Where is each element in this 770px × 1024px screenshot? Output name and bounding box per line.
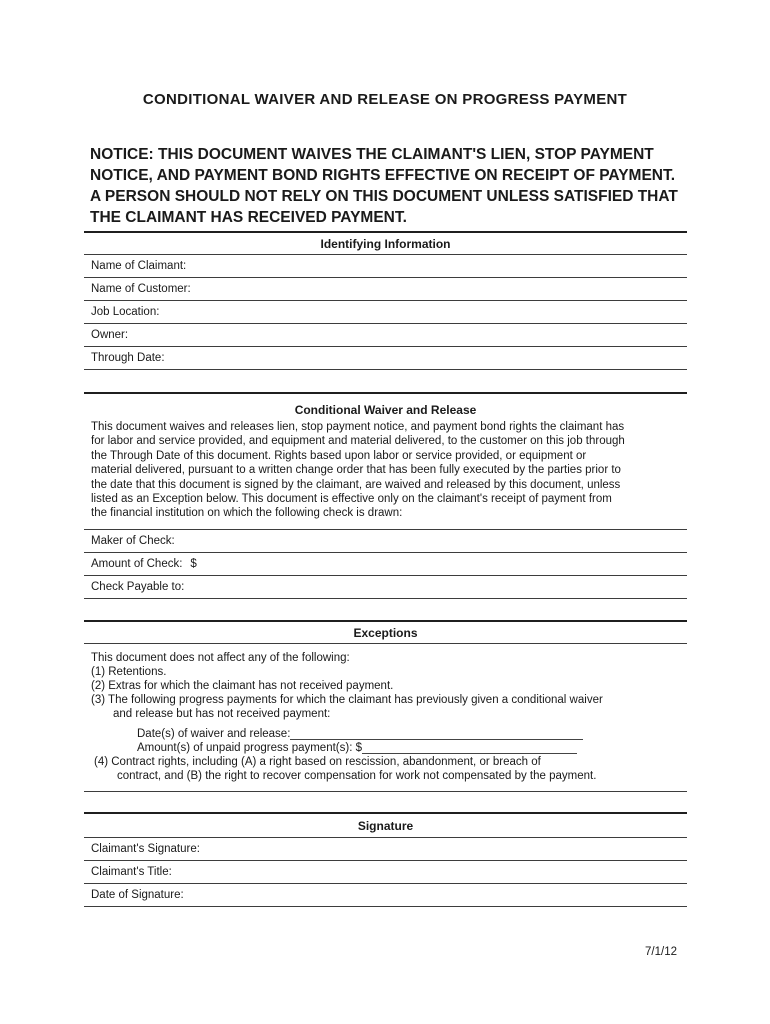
amount-of-check-field[interactable] [197, 553, 687, 575]
dates-of-waiver-row [137, 727, 687, 741]
name-of-customer-label: Name of Customer: [91, 283, 191, 295]
job-location-label: Job Location: [91, 306, 160, 318]
notice-line: NOTICE, AND PAYMENT BOND RIGHTS EFFECTIVE ON RECEIPT OF PAYMENT. [90, 167, 676, 184]
conditional-waiver-header: Conditional Waiver and Release [294, 403, 477, 417]
paragraph-line: the date that this document is signed by the claimant, are waived and released by this document, unless [91, 478, 621, 491]
form-row-owner [84, 324, 687, 347]
paragraph-line: for labor and service provided, and equipment and material delivered, to the customer on this job through [91, 435, 625, 448]
notice-line: THE CLAIMANT HAS RECEIVED PAYMENT. [90, 209, 407, 226]
form-row-name-of-customer [84, 278, 687, 301]
document-title: CONDITIONAL WAIVER AND RELEASE ON PROGRESS PAYMENT [142, 91, 628, 108]
section-exceptions [84, 620, 687, 792]
dates-of-waiver-label: Date(s) of waiver and release: [137, 727, 291, 740]
maker-of-check-field[interactable] [175, 530, 687, 552]
form-row-date-of-signature [84, 884, 687, 907]
claimants-signature-field[interactable] [200, 838, 687, 860]
paragraph-line: material delivered, pursuant to a written change order that has been fully executed by the parties prior to [91, 464, 621, 477]
date-of-signature-field[interactable] [184, 884, 687, 906]
exception-item-2: (2) Extras for which the claimant has not received payment. [91, 679, 394, 692]
section-signature [84, 812, 687, 907]
owner-label: Owner: [91, 329, 129, 341]
spacer [583, 727, 687, 741]
form-row-maker-of-check [84, 530, 687, 553]
claimants-title-field[interactable] [172, 861, 687, 883]
exception-item-3: (3) The following progress payments for which the claimant has previously given a conditional waiver [91, 693, 603, 706]
notice-block [90, 144, 694, 228]
section-conditional-waiver-and-release [84, 392, 687, 599]
through-date-field[interactable] [165, 347, 687, 369]
claimants-title-label: Claimant's Title: [91, 865, 172, 878]
notice-line: A PERSON SHOULD NOT RELY ON THIS DOCUMENT UNLESS SATISFIED THAT [90, 188, 678, 205]
paragraph-line: listed as an Exception below. This document is effective only on the claimant's receipt of payment from [91, 493, 612, 506]
paragraph-line: This document waives and releases lien, stop payment notice, and payment bond rights the claimant has [91, 421, 625, 433]
check-payable-to-field[interactable] [184, 576, 687, 598]
spacer [577, 741, 687, 755]
form-row-check-payable-to [84, 576, 687, 599]
amounts-unpaid-blank-field[interactable] [362, 741, 577, 754]
dates-of-waiver-blank-field[interactable] [290, 727, 583, 740]
maker-of-check-label: Maker of Check: [91, 534, 175, 547]
waiver-paragraph [84, 418, 687, 521]
paragraph-line: the Through Date of this document. Rights based upon labor or service provided, or equipment or [91, 449, 587, 462]
amounts-unpaid-label: Amount(s) of unpaid progress payment(s): $ [137, 741, 362, 754]
exception-item-3-continued: and release but has not received payment: [113, 707, 331, 720]
form-row-claimants-title [84, 861, 687, 884]
signature-header: Signature [84, 814, 687, 838]
date-of-signature-label: Date of Signature: [91, 888, 184, 901]
form-row-name-of-claimant [84, 255, 687, 278]
exceptions-header: Exceptions [84, 622, 687, 644]
notice-line: NOTICE: THIS DOCUMENT WAIVES THE CLAIMANT'S LIEN, STOP PAYMENT [90, 146, 654, 163]
exception-item-4: (4) Contract rights, including (A) a right based on rescission, abandonment, or breach of [94, 755, 541, 768]
form-row-through-date [84, 347, 687, 370]
exceptions-list [84, 644, 687, 791]
amount-of-check-label: Amount of Check: [91, 557, 183, 570]
form-row-amount-of-check [84, 553, 687, 576]
check-details-table [84, 529, 687, 599]
form-row-claimants-signature [84, 838, 687, 861]
identifying-information-header: Identifying Information [84, 233, 687, 255]
name-of-claimant-field[interactable] [186, 255, 687, 277]
check-payable-to-label: Check Payable to: [91, 580, 185, 593]
exceptions-intro: This document does not affect any of the following: [91, 651, 350, 664]
amounts-unpaid-row [137, 741, 687, 755]
form-row-job-location [84, 301, 687, 324]
revision-date: 7/1/12 [645, 945, 677, 958]
section-identifying-information [84, 231, 687, 370]
exception-item-4-continued: contract, and (B) the right to recover compensation for work not compensated by the payment. [117, 769, 597, 782]
exception-item-1: (1) Retentions. [91, 665, 167, 678]
through-date-label: Through Date: [91, 352, 165, 364]
name-of-claimant-label: Name of Claimant: [91, 260, 187, 272]
job-location-field[interactable] [159, 301, 687, 323]
name-of-customer-field[interactable] [191, 278, 687, 300]
claimants-signature-label: Claimant's Signature: [91, 842, 200, 855]
owner-field[interactable] [128, 324, 687, 346]
dollar-sign: $ [190, 557, 197, 570]
form-body [84, 231, 687, 907]
paragraph-line: the financial institution on which the following check is drawn: [91, 507, 403, 520]
